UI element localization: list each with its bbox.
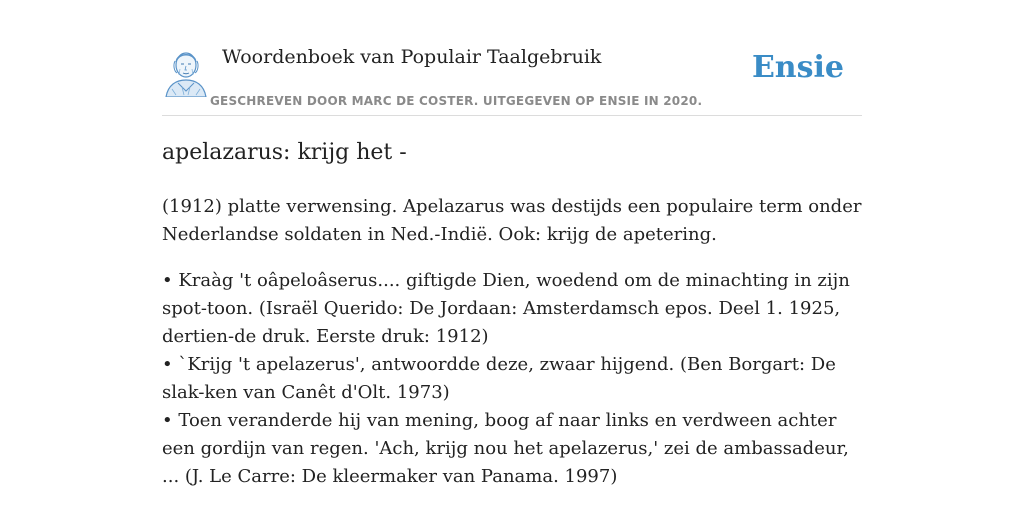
page-header [162, 40, 862, 116]
author-portrait-icon [164, 45, 208, 97]
quote-item: • Toen veranderde hij van mening, boog af naar links en verdween achter een gordijn van regen. 'Ach, krijg nou het apelazerus,' zei de ambassadeur, ... (J. Le Carre: De kleermaker van Panama. 1997) [162, 410, 849, 487]
dictionary-title[interactable]: Woordenboek van Populair Taalgebruik [222, 46, 602, 68]
entry-definition: (1912) platte verwensing. Apelazarus was destijds een populaire term onder Nederlandse soldaten in Ned.-Indië. Ook: krijg de apetering. [162, 196, 862, 245]
quote-item: • Kraàg 't oâpeloâserus.... giftigde Dien, woedend om de minachting in zijn spot-toon. (Israël Querido: De Jordaan: Amsterdamsch epos. Deel 1. 1925, dertien-de druk. Eerste druk: 1912) [162, 270, 850, 347]
entry-term: apelazarus: krijg het - [162, 140, 407, 165]
ensie-logo[interactable]: Ensie [751, 50, 844, 85]
quote-item: • `Krijg 't apelazerus', antwoordde deze, zwaar hijgend. (Ben Borgart: De slak-ken van Canêt d'Olt. 1973) [162, 354, 836, 403]
author-byline: GESCHREVEN DOOR MARC DE COSTER. UITGEGEVEN OP ENSIE IN 2020. [210, 94, 703, 108]
entry-quotes [162, 267, 862, 491]
